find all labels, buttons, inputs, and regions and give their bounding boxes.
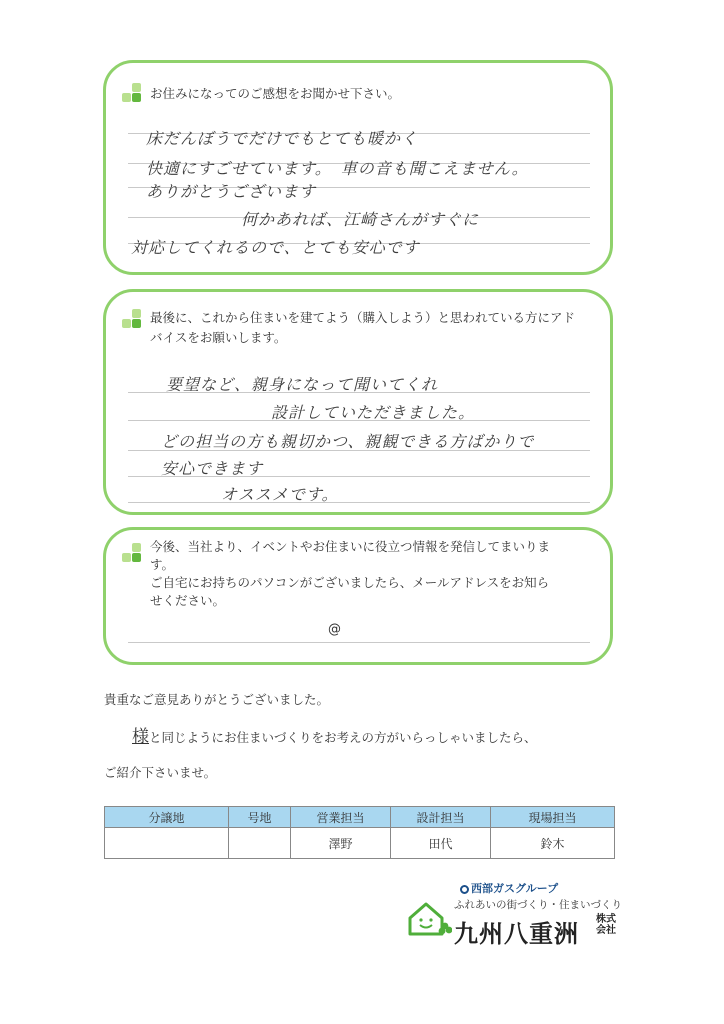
ruled-line — [128, 502, 590, 503]
header-lot: 分譲地 — [105, 807, 229, 828]
email-request-text — [150, 538, 590, 610]
handwritten-line: 床だんぼうでだけでもとても暖かく — [146, 129, 419, 148]
impressions-box — [103, 60, 613, 275]
email-text-line: せください。 — [150, 593, 226, 608]
group-name-text: 西部ガスグループ — [471, 882, 559, 895]
cell-lot-number — [229, 828, 291, 859]
company-logo — [406, 876, 626, 946]
handwritten-line: ありがとうございます — [146, 182, 317, 201]
impressions-title: お住みになってのご感想をお聞かせ下さい。 — [150, 86, 401, 101]
staff-table-row — [105, 828, 615, 859]
handwritten-line: 何かあれば、江崎さんがすぐに — [241, 210, 480, 229]
email-text-line: 今後、当社より、イベントやお住まいに役立つ情報を発信してまいりま — [150, 539, 551, 554]
email-text-line: す。 — [150, 557, 175, 572]
handwritten-line: 設計していただきました。 — [271, 403, 476, 422]
leaf-bullet-icon — [120, 83, 142, 105]
handwritten-line: 快適にすごせています。 車の音も聞こえません。 — [146, 159, 529, 178]
cell-site: 鈴木 — [491, 828, 615, 859]
header-sales: 営業担当 — [291, 807, 391, 828]
handwritten-line: 要望など、親身になって聞いてくれ — [166, 375, 439, 394]
group-name — [460, 880, 558, 896]
group-logo-icon — [460, 885, 469, 894]
handwritten-line: 対応してくれるので、とても安心です — [131, 238, 420, 257]
house-clover-icon — [406, 898, 452, 938]
handwritten-line: どの担当の方も親切かつ、親観できる方ばかりで — [161, 432, 535, 451]
header-lot-number: 号地 — [229, 807, 291, 828]
email-at-symbol: @ — [328, 622, 341, 637]
cell-sales: 澤野 — [291, 828, 391, 859]
leaf-bullet-icon — [120, 309, 142, 331]
company-name: 九州八重洲 — [454, 920, 579, 948]
advice-title-line: バイスをお願いします。 — [150, 330, 287, 345]
company-slogan: ふれあいの街づくり・住まいづくり — [454, 899, 622, 911]
company-suffix: 株式会社 — [596, 914, 616, 936]
advice-box — [103, 289, 613, 515]
email-text-line: ご自宅にお持ちのパソコンがございましたら、メールアドレスをお知ら — [150, 575, 550, 590]
email-write-line — [128, 642, 590, 643]
referral-text-line: と同じようにお住まいづくりをお考えの方がいらっしゃいましたら、 — [149, 730, 537, 745]
handwritten-line: オススメです。 — [221, 485, 339, 504]
cell-lot — [105, 828, 229, 859]
staff-table — [104, 806, 615, 859]
email-box — [103, 527, 613, 665]
advice-title-line: 最後に、これから住まいを建てよう（購入しよう）と思われている方にアド — [150, 310, 576, 325]
referral-text — [132, 722, 537, 747]
handwritten-line: 安心できます — [161, 459, 264, 478]
thanks-text: 貴重なご意見ありがとうございました。 — [104, 692, 330, 707]
sama-label: 様 — [132, 727, 149, 747]
staff-table-header-row — [105, 807, 615, 828]
advice-title — [150, 308, 590, 348]
header-site: 現場担当 — [491, 807, 615, 828]
header-design: 設計担当 — [391, 807, 491, 828]
cell-design: 田代 — [391, 828, 491, 859]
leaf-bullet-icon — [120, 543, 142, 565]
referral-text-end: ご紹介下さいませ。 — [104, 765, 217, 780]
